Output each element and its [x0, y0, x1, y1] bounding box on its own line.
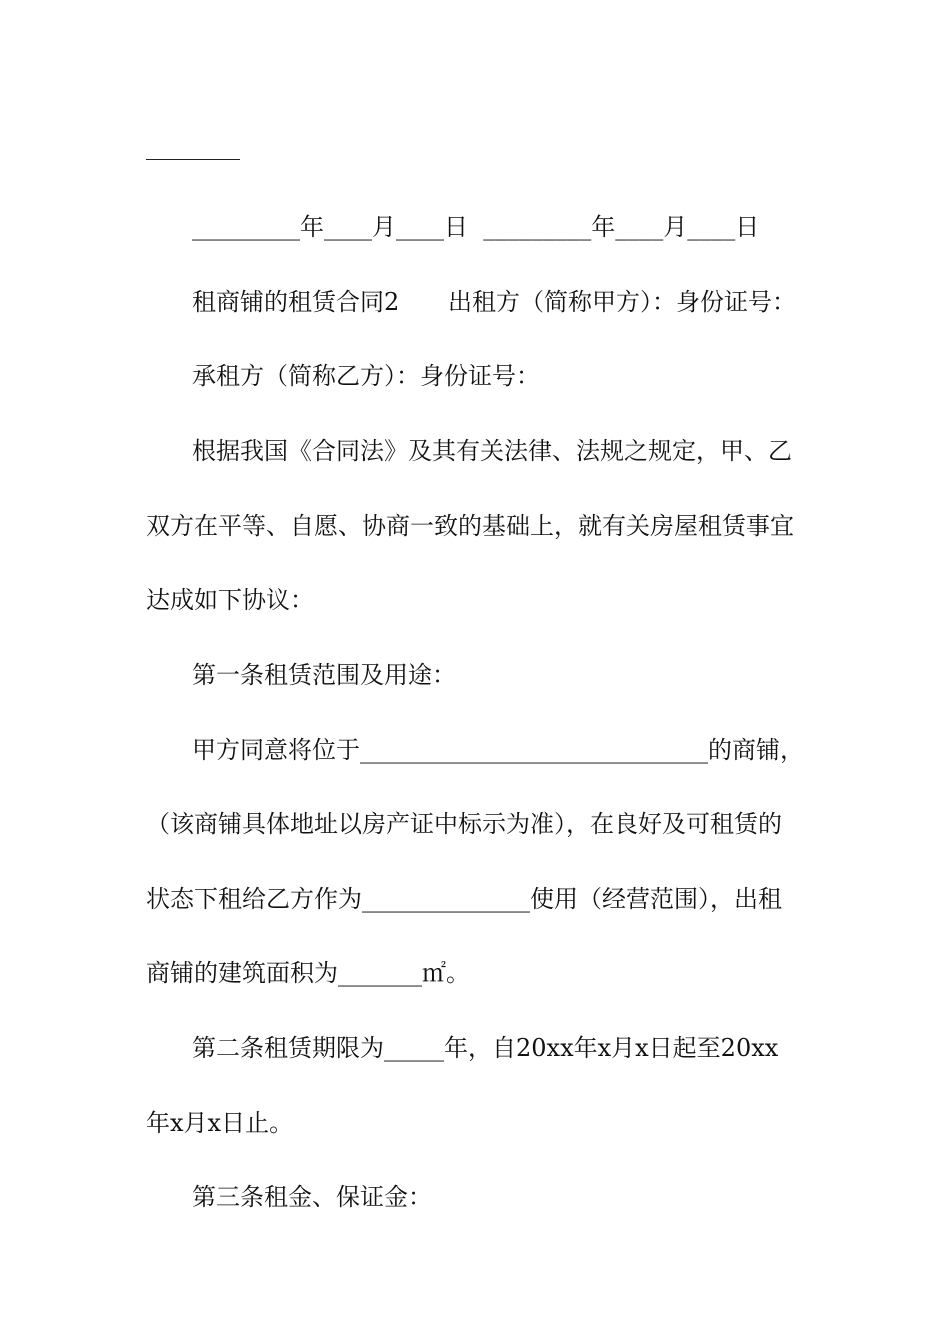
contract-title: 租商铺的租赁合同2 — [192, 288, 400, 316]
preamble-line-2: 双方在平等、自愿、协商一致的基础上，就有关房屋租赁事宜 — [146, 512, 794, 540]
article1-heading: 第一条租赁范围及用途： — [192, 661, 456, 689]
signature-line — [146, 159, 240, 160]
preamble-line-3: 达成如下协议： — [146, 586, 314, 614]
article2-line-2: 年x月x日止。 — [146, 1109, 294, 1137]
lessee-line: 承租方（简称乙方）：身份证号： — [192, 362, 540, 390]
article3-heading: 第三条租金、保证金： — [192, 1183, 432, 1211]
article1-line-1: 甲方同意将位于_____________________________的商铺， — [192, 736, 804, 764]
lessor-line: 出租方（简称甲方）：身份证号： — [448, 288, 796, 316]
preamble-line-1: 根据我国《合同法》及其有关法律、法规之规定，甲、乙 — [192, 437, 792, 465]
article1-line-2: （该商铺具体地址以房产证中标示为准），在良好及可租赁的 — [146, 810, 782, 838]
article2-line-1: 第二条租赁期限为_____年，自20xx年x月x日起至20xx — [192, 1034, 779, 1062]
date-line: _________年____月____日 _________年____月____日 — [192, 213, 760, 241]
article1-line-4: 商铺的建筑面积为_______㎡。 — [146, 959, 470, 987]
article1-line-3: 状态下租给乙方作为______________使用（经营范围），出租 — [146, 885, 782, 913]
